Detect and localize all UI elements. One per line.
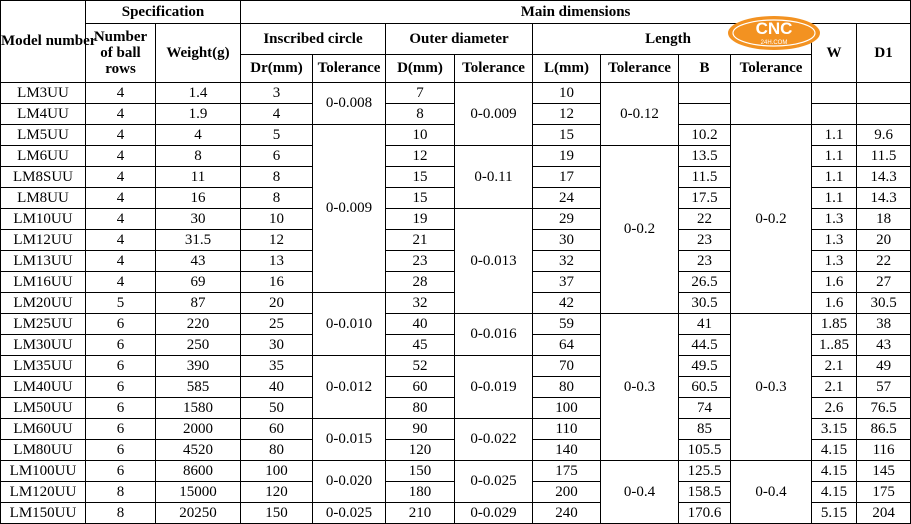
dr-cell: 30 — [241, 335, 313, 356]
dr-tolerance-cell: 0-0.009 — [313, 125, 386, 293]
d1-cell: 76.5 — [857, 398, 911, 419]
b-cell: 11.5 — [679, 167, 731, 188]
b-cell: 23 — [679, 230, 731, 251]
weight-cell: 220 — [156, 314, 241, 335]
ball-rows-cell: 4 — [86, 251, 156, 272]
header-dr-tolerance: Tolerance — [313, 55, 386, 83]
b-cell: 41 — [679, 314, 731, 335]
model-cell: LM8SUU — [1, 167, 86, 188]
header-number-of-ball-rows: Number of ball rows — [86, 24, 156, 83]
dr-cell: 8 — [241, 167, 313, 188]
dr-cell: 6 — [241, 146, 313, 167]
b-cell: 158.5 — [679, 482, 731, 503]
b-cell: 17.5 — [679, 188, 731, 209]
d1-cell: 116 — [857, 440, 911, 461]
l-cell: 240 — [533, 503, 601, 524]
header-length: Length — [533, 24, 812, 55]
d1-cell: 204 — [857, 503, 911, 524]
d-cell: 90 — [386, 419, 455, 440]
ball-rows-cell: 6 — [86, 398, 156, 419]
model-cell: LM3UU — [1, 83, 86, 104]
d1-cell: 38 — [857, 314, 911, 335]
model-cell: LM4UU — [1, 104, 86, 125]
ball-rows-cell: 4 — [86, 272, 156, 293]
w-cell — [812, 83, 857, 104]
d1-cell: 11.5 — [857, 146, 911, 167]
b-cell: 44.5 — [679, 335, 731, 356]
ball-rows-cell: 5 — [86, 293, 156, 314]
model-cell: LM25UU — [1, 314, 86, 335]
d1-cell: 9.6 — [857, 125, 911, 146]
dr-tolerance-cell: 0-0.012 — [313, 356, 386, 419]
d-cell: 80 — [386, 398, 455, 419]
model-cell: LM80UU — [1, 440, 86, 461]
ball-rows-cell: 8 — [86, 503, 156, 524]
dr-tolerance-cell: 0-0.025 — [313, 503, 386, 524]
dr-tolerance-cell: 0-0.010 — [313, 293, 386, 356]
d1-cell: 27 — [857, 272, 911, 293]
d-cell: 8 — [386, 104, 455, 125]
ball-rows-cell: 6 — [86, 356, 156, 377]
b-cell: 105.5 — [679, 440, 731, 461]
d-cell: 180 — [386, 482, 455, 503]
w-cell: 2.6 — [812, 398, 857, 419]
d-cell: 10 — [386, 125, 455, 146]
b-cell: 60.5 — [679, 377, 731, 398]
weight-cell: 8600 — [156, 461, 241, 482]
dr-tolerance-cell: 0-0.015 — [313, 419, 386, 461]
header-outer-diameter: Outer diameter — [386, 24, 533, 55]
ball-rows-cell: 6 — [86, 314, 156, 335]
weight-cell: 250 — [156, 335, 241, 356]
d-tolerance-cell: 0-0.013 — [455, 209, 533, 314]
d-tolerance-cell: 0-0.029 — [455, 503, 533, 524]
l-cell: 64 — [533, 335, 601, 356]
w-cell: 1.85 — [812, 314, 857, 335]
d-cell: 45 — [386, 335, 455, 356]
model-cell: LM60UU — [1, 419, 86, 440]
d-cell: 15 — [386, 167, 455, 188]
model-cell: LM30UU — [1, 335, 86, 356]
l-tolerance-cell: 0-0.12 — [601, 83, 679, 146]
ball-rows-cell: 4 — [86, 230, 156, 251]
weight-cell: 2000 — [156, 419, 241, 440]
model-cell: LM40UU — [1, 377, 86, 398]
weight-cell: 31.5 — [156, 230, 241, 251]
ball-rows-cell: 4 — [86, 104, 156, 125]
weight-cell: 30 — [156, 209, 241, 230]
l-cell: 19 — [533, 146, 601, 167]
d1-cell: 22 — [857, 251, 911, 272]
ball-rows-cell: 6 — [86, 377, 156, 398]
d1-cell: 18 — [857, 209, 911, 230]
d1-cell — [857, 104, 911, 125]
d1-cell: 57 — [857, 377, 911, 398]
l-cell: 175 — [533, 461, 601, 482]
model-cell: LM13UU — [1, 251, 86, 272]
b-tolerance-cell: 0-0.4 — [731, 461, 812, 524]
l-cell: 59 — [533, 314, 601, 335]
dr-cell: 10 — [241, 209, 313, 230]
weight-cell: 8 — [156, 146, 241, 167]
model-cell: LM35UU — [1, 356, 86, 377]
b-cell: 170.6 — [679, 503, 731, 524]
l-cell: 100 — [533, 398, 601, 419]
ball-rows-cell: 8 — [86, 482, 156, 503]
weight-cell: 4 — [156, 125, 241, 146]
w-cell: 1.3 — [812, 209, 857, 230]
w-cell: 1.6 — [812, 293, 857, 314]
l-cell: 200 — [533, 482, 601, 503]
d-cell: 19 — [386, 209, 455, 230]
dr-cell: 3 — [241, 83, 313, 104]
header-d: D(mm) — [386, 55, 455, 83]
header-w: W — [812, 24, 857, 83]
b-tolerance-cell: 0-0.3 — [731, 314, 812, 461]
l-cell: 29 — [533, 209, 601, 230]
d-cell: 210 — [386, 503, 455, 524]
d-tolerance-cell: 0-0.025 — [455, 461, 533, 503]
d1-cell — [857, 83, 911, 104]
d1-cell: 145 — [857, 461, 911, 482]
dr-cell: 50 — [241, 398, 313, 419]
w-cell: 4.15 — [812, 482, 857, 503]
w-cell: 2.1 — [812, 377, 857, 398]
ball-rows-cell: 6 — [86, 440, 156, 461]
w-cell: 1.1 — [812, 146, 857, 167]
header-weight: Weight(g) — [156, 24, 241, 83]
weight-cell: 87 — [156, 293, 241, 314]
b-cell — [679, 83, 731, 104]
dr-cell: 8 — [241, 188, 313, 209]
d-cell: 7 — [386, 83, 455, 104]
d-tolerance-cell: 0-0.009 — [455, 83, 533, 146]
d-cell: 15 — [386, 188, 455, 209]
header-b-tolerance: Tolerance — [731, 55, 812, 83]
model-cell: LM100UU — [1, 461, 86, 482]
dr-cell: 150 — [241, 503, 313, 524]
w-cell: 5.15 — [812, 503, 857, 524]
model-cell: LM6UU — [1, 146, 86, 167]
d-cell: 21 — [386, 230, 455, 251]
ball-rows-cell: 4 — [86, 146, 156, 167]
l-cell: 140 — [533, 440, 601, 461]
b-tolerance-cell: 0-0.2 — [731, 125, 812, 314]
table-row — [1, 461, 911, 482]
b-cell: 125.5 — [679, 461, 731, 482]
header-dr: Dr(mm) — [241, 55, 313, 83]
d-tolerance-cell: 0-0.022 — [455, 419, 533, 461]
model-cell: LM150UU — [1, 503, 86, 524]
d-cell: 32 — [386, 293, 455, 314]
d-cell: 150 — [386, 461, 455, 482]
d-cell: 12 — [386, 146, 455, 167]
w-cell: 3.15 — [812, 419, 857, 440]
logo-subtext: 24H.COM — [760, 40, 788, 46]
l-cell: 37 — [533, 272, 601, 293]
header-model-number: Model number — [1, 1, 86, 83]
header-main-dimensions: Main dimensions — [241, 1, 911, 24]
dr-cell: 60 — [241, 419, 313, 440]
weight-cell: 69 — [156, 272, 241, 293]
header-l: L(mm) — [533, 55, 601, 83]
w-cell: 4.15 — [812, 440, 857, 461]
w-cell: 1.3 — [812, 251, 857, 272]
w-cell: 1.1 — [812, 188, 857, 209]
d1-cell: 20 — [857, 230, 911, 251]
d1-cell: 175 — [857, 482, 911, 503]
l-cell: 30 — [533, 230, 601, 251]
weight-cell: 1.4 — [156, 83, 241, 104]
w-cell: 1.1 — [812, 167, 857, 188]
weight-cell: 43 — [156, 251, 241, 272]
model-cell: LM120UU — [1, 482, 86, 503]
b-cell: 10.2 — [679, 125, 731, 146]
l-cell: 80 — [533, 377, 601, 398]
header-b: B — [679, 55, 731, 83]
b-cell: 26.5 — [679, 272, 731, 293]
d1-cell: 14.3 — [857, 167, 911, 188]
b-tolerance-cell — [731, 83, 812, 125]
dr-cell: 80 — [241, 440, 313, 461]
b-cell: 22 — [679, 209, 731, 230]
dr-cell: 4 — [241, 104, 313, 125]
b-cell: 74 — [679, 398, 731, 419]
model-cell: LM10UU — [1, 209, 86, 230]
w-cell: 4.15 — [812, 461, 857, 482]
d-cell: 28 — [386, 272, 455, 293]
l-tolerance-cell: 0-0.2 — [601, 146, 679, 314]
dr-cell: 5 — [241, 125, 313, 146]
b-cell: 49.5 — [679, 356, 731, 377]
header-inscribed-circle: Inscribed circle — [241, 24, 386, 55]
table-row — [1, 314, 911, 335]
weight-cell: 11 — [156, 167, 241, 188]
d-cell: 60 — [386, 377, 455, 398]
weight-cell: 20250 — [156, 503, 241, 524]
cnc24h-logo — [724, 14, 824, 52]
dr-cell: 12 — [241, 230, 313, 251]
table-row — [1, 83, 911, 104]
b-cell: 13.5 — [679, 146, 731, 167]
weight-cell: 390 — [156, 356, 241, 377]
dr-cell: 100 — [241, 461, 313, 482]
d-tolerance-cell: 0-0.11 — [455, 146, 533, 209]
weight-cell: 16 — [156, 188, 241, 209]
weight-cell: 585 — [156, 377, 241, 398]
l-cell: 10 — [533, 83, 601, 104]
model-cell: LM5UU — [1, 125, 86, 146]
d1-cell: 86.5 — [857, 419, 911, 440]
l-cell: 12 — [533, 104, 601, 125]
l-cell: 110 — [533, 419, 601, 440]
ball-rows-cell: 4 — [86, 83, 156, 104]
ball-rows-cell: 6 — [86, 419, 156, 440]
weight-cell: 1.9 — [156, 104, 241, 125]
d-cell: 120 — [386, 440, 455, 461]
header-specification: Specification — [86, 1, 241, 24]
l-cell: 17 — [533, 167, 601, 188]
w-cell: 2.1 — [812, 356, 857, 377]
header-d1: D1 — [857, 24, 911, 83]
d1-cell: 30.5 — [857, 293, 911, 314]
d1-cell: 43 — [857, 335, 911, 356]
dr-cell: 25 — [241, 314, 313, 335]
l-cell: 32 — [533, 251, 601, 272]
dr-tolerance-cell: 0-0.020 — [313, 461, 386, 503]
model-cell: LM50UU — [1, 398, 86, 419]
model-cell: LM20UU — [1, 293, 86, 314]
b-cell: 85 — [679, 419, 731, 440]
dr-cell: 120 — [241, 482, 313, 503]
d1-cell: 49 — [857, 356, 911, 377]
model-cell: LM16UU — [1, 272, 86, 293]
l-cell: 42 — [533, 293, 601, 314]
logo-text: CNC — [755, 19, 793, 38]
b-cell: 23 — [679, 251, 731, 272]
weight-cell: 4520 — [156, 440, 241, 461]
w-cell: 1.1 — [812, 125, 857, 146]
model-cell: LM8UU — [1, 188, 86, 209]
ball-rows-cell: 4 — [86, 188, 156, 209]
ball-rows-cell: 4 — [86, 125, 156, 146]
d1-cell: 14.3 — [857, 188, 911, 209]
dr-tolerance-cell: 0-0.008 — [313, 83, 386, 125]
l-tolerance-cell: 0-0.3 — [601, 314, 679, 461]
d-cell: 23 — [386, 251, 455, 272]
dr-cell: 35 — [241, 356, 313, 377]
w-cell — [812, 104, 857, 125]
ball-rows-cell: 4 — [86, 167, 156, 188]
model-cell: LM12UU — [1, 230, 86, 251]
l-cell: 24 — [533, 188, 601, 209]
weight-cell: 15000 — [156, 482, 241, 503]
w-cell: 1..85 — [812, 335, 857, 356]
b-cell: 30.5 — [679, 293, 731, 314]
b-cell — [679, 104, 731, 125]
d-tolerance-cell: 0-0.019 — [455, 356, 533, 419]
header-l-tolerance: Tolerance — [601, 55, 679, 83]
weight-cell: 1580 — [156, 398, 241, 419]
table-body — [1, 83, 911, 524]
ball-rows-cell: 6 — [86, 461, 156, 482]
dr-cell: 16 — [241, 272, 313, 293]
w-cell: 1.3 — [812, 230, 857, 251]
dr-cell: 13 — [241, 251, 313, 272]
dr-cell: 40 — [241, 377, 313, 398]
ball-rows-cell: 4 — [86, 209, 156, 230]
d-cell: 40 — [386, 314, 455, 335]
dr-cell: 20 — [241, 293, 313, 314]
l-cell: 70 — [533, 356, 601, 377]
d-tolerance-cell: 0-0.016 — [455, 314, 533, 356]
l-tolerance-cell: 0-0.4 — [601, 461, 679, 524]
l-cell: 15 — [533, 125, 601, 146]
ball-rows-cell: 6 — [86, 335, 156, 356]
d-cell: 52 — [386, 356, 455, 377]
w-cell: 1.6 — [812, 272, 857, 293]
header-d-tolerance: Tolerance — [455, 55, 533, 83]
